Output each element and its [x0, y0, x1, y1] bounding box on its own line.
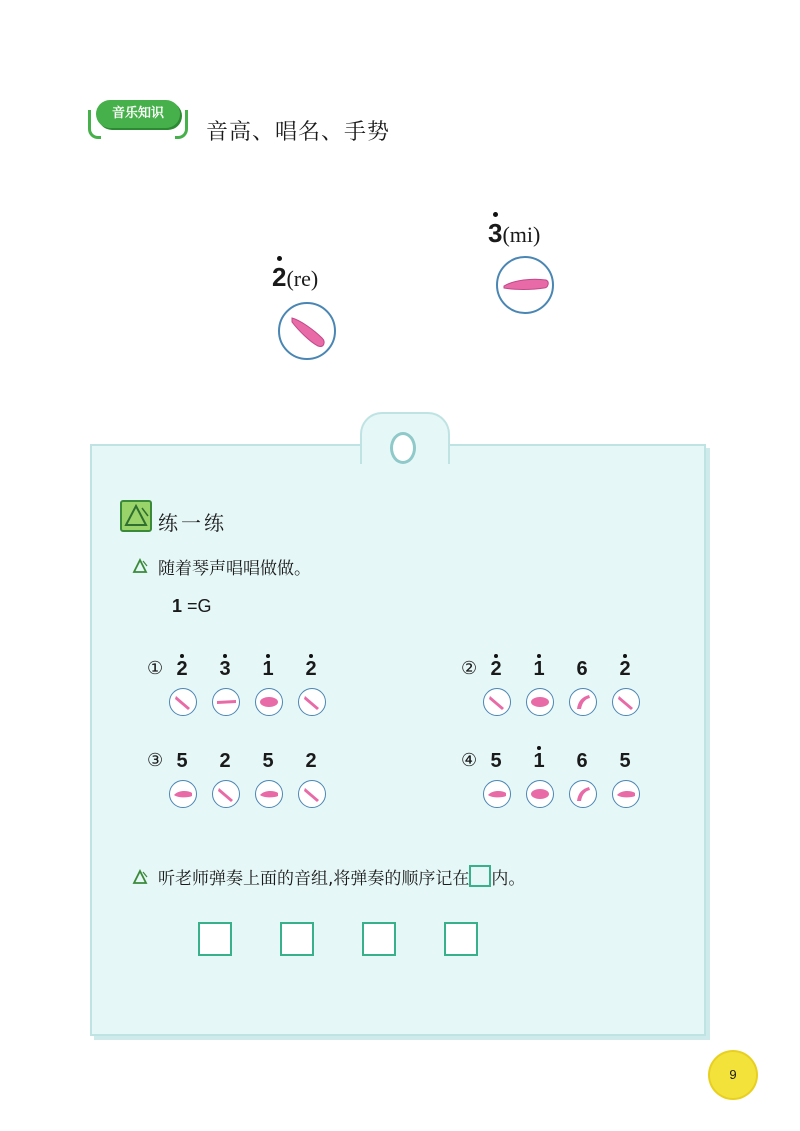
re-hand-icon [298, 780, 326, 808]
section-badge [88, 98, 188, 140]
mi-hand-icon [212, 688, 240, 716]
key-signature [172, 596, 212, 617]
note: 2 [305, 750, 317, 772]
page-title: 音高、唱名、手势 [206, 120, 391, 145]
note-syllable: (mi) [502, 222, 541, 247]
note: 5 [262, 750, 274, 772]
re-hand-sign-icon [278, 302, 336, 360]
re-hand-icon [169, 688, 197, 716]
note: 5 [490, 750, 502, 772]
answer-box-3[interactable] [362, 922, 396, 956]
card-hole-icon [390, 432, 416, 464]
instruction-listen-text: 听老师弹奏上面的音组,将弹奏的顺序记在 [158, 869, 470, 889]
key-one: 1 [172, 596, 183, 616]
note: 2 [614, 658, 636, 681]
practice-title: 练一练 [158, 511, 227, 535]
note-re-label [272, 262, 318, 293]
note: 2 [171, 658, 193, 681]
do-hand-icon [526, 780, 554, 808]
sol-hand-icon [612, 780, 640, 808]
group-number: ④ [461, 750, 478, 771]
note: 2 [219, 750, 231, 772]
note: 5 [619, 750, 631, 772]
sol-hand-icon [255, 780, 283, 808]
note-syllable: (re) [286, 266, 319, 291]
instruction-listen [158, 864, 525, 889]
note-mi-label [488, 218, 540, 249]
note: 1 [257, 658, 279, 681]
triangle-instrument-icon [120, 500, 152, 532]
inline-answer-box-icon [469, 865, 491, 887]
triangle-bullet-icon [132, 869, 148, 885]
group-number: ③ [147, 750, 164, 771]
answer-box-1[interactable] [198, 922, 232, 956]
instruction-listen-end: 内。 [491, 869, 526, 889]
group-number: ② [461, 658, 478, 679]
note-digit: 3 [488, 218, 503, 248]
note: 3 [214, 658, 236, 681]
key-rest: =G [187, 596, 212, 616]
sol-hand-icon [483, 780, 511, 808]
triangle-bullet-icon [132, 558, 148, 574]
note: 6 [576, 658, 588, 680]
page-number: 9 [710, 1052, 756, 1098]
sol-hand-icon [169, 780, 197, 808]
badge-label: 音乐知识 [111, 106, 164, 121]
do-hand-icon [526, 688, 554, 716]
answer-box-2[interactable] [280, 922, 314, 956]
la-hand-icon [569, 780, 597, 808]
group-number: ① [147, 658, 164, 679]
note: 5 [176, 750, 188, 772]
note: 1 [528, 658, 550, 681]
note: 2 [300, 658, 322, 681]
re-hand-icon [483, 688, 511, 716]
do-hand-icon [255, 688, 283, 716]
answer-box-4[interactable] [444, 922, 478, 956]
instruction-sing: 随着琴声唱唱做做。 [158, 559, 311, 579]
la-hand-icon [569, 688, 597, 716]
note-digit: 2 [272, 262, 287, 292]
re-hand-icon [212, 780, 240, 808]
re-hand-icon [298, 688, 326, 716]
note: 1 [528, 750, 550, 773]
mi-hand-sign-icon [496, 256, 554, 314]
note: 6 [576, 750, 588, 772]
note: 2 [485, 658, 507, 681]
re-hand-icon [612, 688, 640, 716]
